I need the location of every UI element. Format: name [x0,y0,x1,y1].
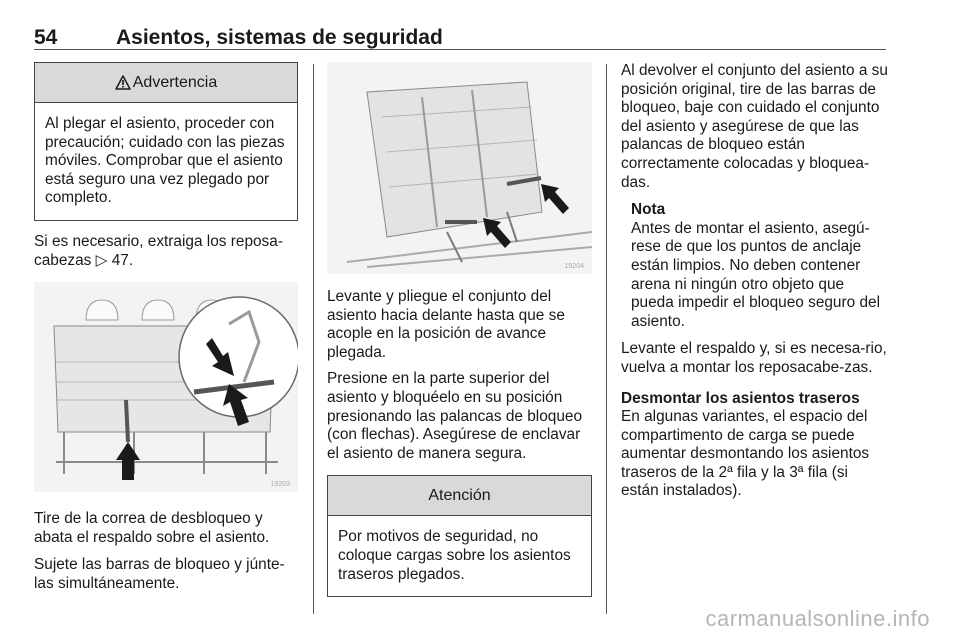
return-seat-paragraph: Al devolver el conjunto del asiento a su posición original, tire de las barras de bloqueo, baje con cuidado el conjunto del asiento y asegúrese de que las palancas de bloqueo están correctamente colocadas y bloquea-das. [621,62,888,191]
column-2 [327,62,592,597]
press-seat-paragraph: Presione en la parte superior del asiento y bloquéelo en su posición presionando las palancas de bloqueo (con flechas). Asegúrese de enclavar el asiento de manera segura. [327,370,582,462]
column-3 [621,62,889,501]
warning-body: Al plegar el asiento, proceder con precaución; cuidado con las piezas móviles. Comprobar que el asiento está seguro una vez plegado por completo. [45,115,285,207]
headrest-page-ref: 47. [111,251,134,269]
warning-heading-text: Advertencia [132,73,218,91]
page-reference-icon: ▷ [95,251,108,269]
note-body: Antes de montar el asiento, asegú-rese de que los puntos de anclaje están limpios. No deben contener arena ni ningún otro objeto que pueda impedir el bloqueo seguro del asiento. [631,219,880,330]
caution-heading: Atención [328,476,591,516]
figure-number: 19204 [564,263,584,270]
headrest-text: Si es necesario, extraiga los reposa-cabezas [34,232,283,269]
column-divider-2 [606,64,607,614]
warning-heading [35,63,297,103]
section-heading: Desmontar los asientos traseros [621,389,860,407]
column-1 [34,62,298,594]
figure-folded-seat [327,62,592,274]
column-divider-1 [313,64,314,614]
caution-box [327,475,592,597]
figure-release-strap [34,282,298,492]
fold-seat-paragraph: Levante y pliegue el conjunto del asiento hacia delante hasta que se acople en la posición de avance plegada. [327,288,565,361]
watermark: carmanualsonline.info [705,606,930,631]
caution-body: Por motivos de seguridad, no coloque cargas sobre los asientos traseros plegados. [338,528,571,583]
release-strap-paragraph: Tire de la correa de desbloqueo y abata el respaldo sobre el asiento. [34,510,270,546]
page-number: 54 [34,26,58,49]
figure-number: 19203 [270,481,290,489]
raise-backrest-paragraph: Levante el respaldo y, si es necesa-rio, vuelva a montar los reposacabe-zas. [621,340,887,376]
page-header [34,24,886,52]
page-title: Asientos, sistemas de seguridad [116,26,443,49]
remove-seats-paragraph: En algunas variantes, el espacio del compartimento de carga se puede aumentar desmontando los asientos traseros de la 2ª fila y la 3ª fila (si están instalados). [621,408,870,500]
seat-release-illustration [34,282,298,492]
lock-bars-paragraph: Sujete las barras de bloqueo y júnte-las simultáneamente. [34,556,285,592]
headrest-paragraph [34,233,298,270]
header-divider [34,49,886,50]
warning-triangle-icon [115,75,131,90]
warning-box [34,62,298,221]
note-heading: Nota [631,201,666,219]
note-block [631,201,889,331]
folded-seat-illustration [327,62,592,274]
